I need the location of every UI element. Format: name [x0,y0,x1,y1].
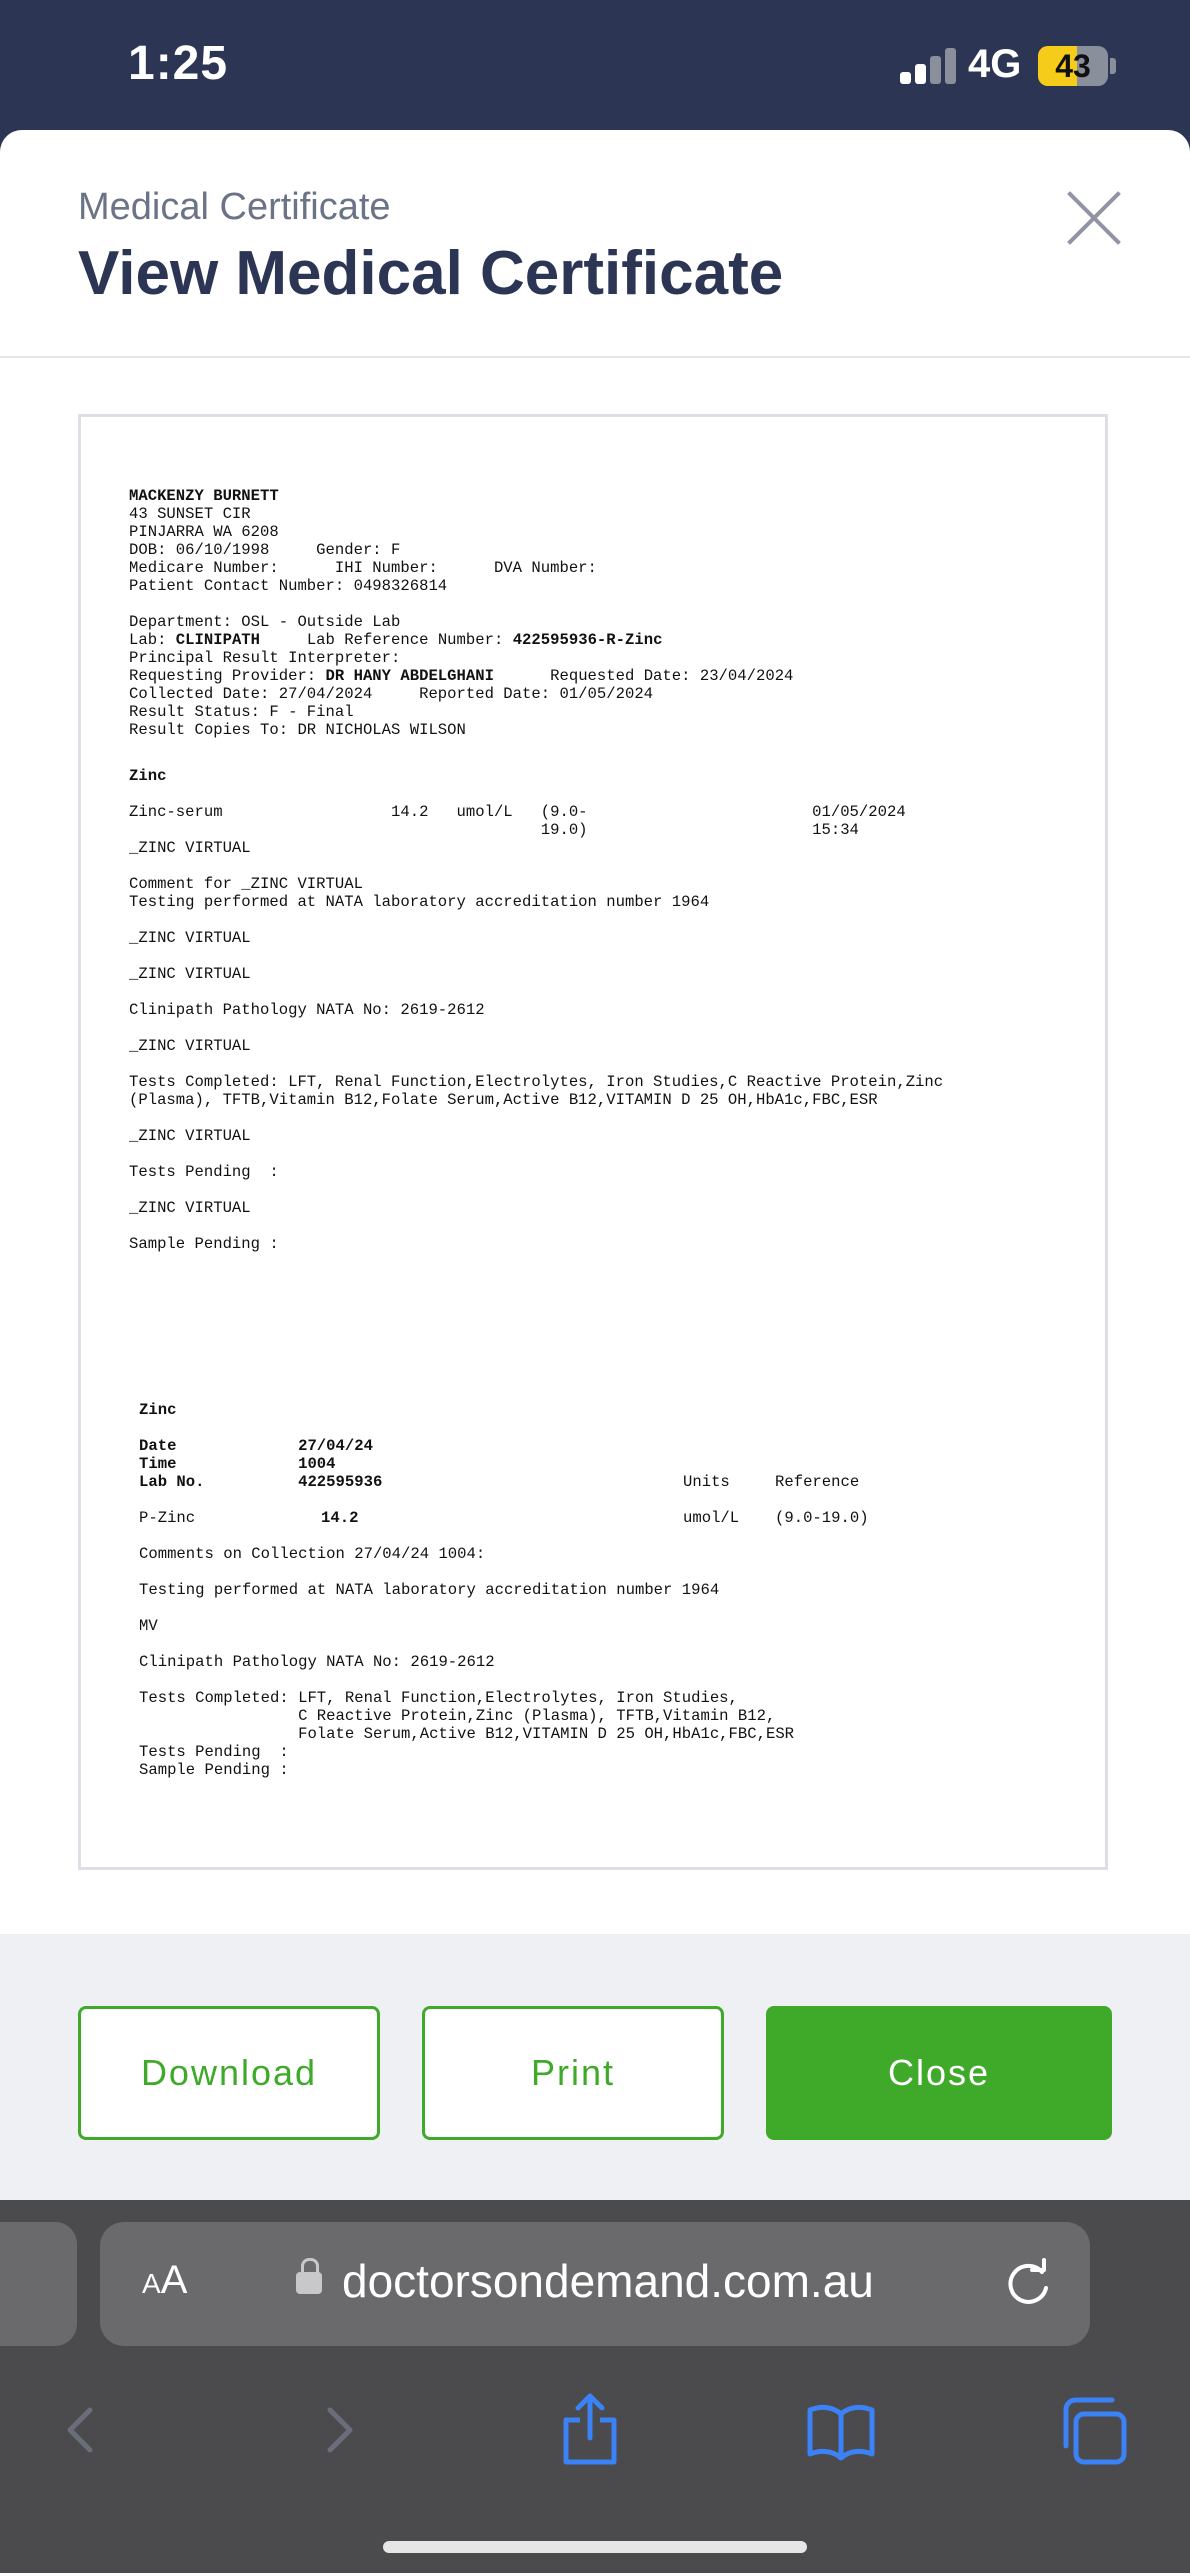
close-button[interactable]: Close [766,2006,1112,2140]
url-text: doctorsondemand.com.au [342,2255,874,2307]
back-icon[interactable] [60,2390,100,2470]
patient-block: MACKENZY BURNETT 43 SUNSET CIR PINJARRA WA 6208 DOB: 06/10/1998 Gender: F Medicare Number: IHI Number: DVA Number: Patient Contact Number: 0498326814 [129,487,597,595]
signal-icon [900,48,960,84]
report-heading: Zinc [139,1401,177,1419]
reference-header: Reference [775,1473,860,1491]
reload-icon[interactable] [1002,2258,1054,2310]
status-time: 1:25 [128,37,229,90]
bookmarks-icon[interactable] [806,2390,876,2470]
result-heading: Zinc [129,767,167,785]
home-indicator [383,2541,807,2553]
report-comments: Comments on Collection 27/04/24 1004: Testing performed at NATA laboratory accreditation number 1964 MV Clinipath Pathology NATA No: 2619-2612 Tests Completed: LFT, Renal Function,Electrolytes, Iron Studies, C Reactive Protein,Zinc (Plasma), TFTB,Vitamin B12, Folate Serum,Active B12,VITAMIN D 25 OH,HbA1c,FBC,ESR Tests Pending : Sample Pending : [139,1545,795,1779]
previous-tab[interactable] [0,2222,77,2346]
units-header: Units [683,1473,730,1491]
forward-icon[interactable] [320,2390,360,2470]
tabs-icon[interactable] [1060,2390,1130,2470]
report-section: Zinc Date 27/04/24 Time 1004 Lab No. 422595936 [139,1401,383,1491]
modal-title: View Medical Certificate [78,239,784,308]
battery-icon [1038,46,1108,86]
network-type: 4G [968,42,1022,86]
battery-level: 43 [1055,48,1091,84]
requesting-provider: DR HANY ABDELGHANI [325,667,494,685]
result-section: Zinc Zinc-serum 14.2 umol/L (9.0- 01/05/2024 19.0) 15:34 _ZINC VIRTUAL Comment for _ZINC VIRTUAL Testing performed at NATA laboratory accreditation number 1964 _ZINC VIRTUAL _ZINC VIRTUAL Clinipath Pathology NATA No: 2619-2612 _ZINC VIRTUAL Tests Completed: LFT, Renal Function,Electrolytes, Iron Studies,C Reactive Protein,Zinc (Plasma), TFTB,Vitamin B12,Folate Serum,Active B12,VITAMIN D 25 OH,HbA1c,FBC,ESR _ZINC VIRTUAL Tests Pending : _ZINC VIRTUAL Sample Pending : [129,767,944,1253]
pzinc-units: umol/L [683,1509,740,1527]
close-icon[interactable] [1062,186,1126,250]
print-button[interactable]: Print [422,2006,724,2140]
pzinc-value: 14.2 [321,1509,359,1527]
patient-name: MACKENZY BURNETT [129,487,279,505]
modal-footer [0,1934,1190,2200]
text-size-button[interactable]: AA [142,2258,188,2302]
lab-block: Department: OSL - Outside Lab Lab: CLINIPATH Lab Reference Number: 422595936-R-Zinc Principal Result Interpreter: Requesting Provider: DR HANY ABDELGHANI Requested Date: 23/04/2024 Collected Date: 27/04/2024 Reported Date: 01/05/2024 Result Status: F - Final Result Copies To: DR NICHOLAS WILSON [129,613,794,739]
address-bar[interactable] [100,2222,1090,2346]
modal-subtitle: Medical Certificate [78,186,391,228]
certificate-document [78,414,1108,1870]
status-bar [0,0,1190,132]
lab-reference: 422595936-R-Zinc [512,631,663,649]
browser-toolbar [0,2200,1190,2573]
download-button[interactable]: Download [78,2006,380,2140]
pzinc-label: P-Zinc [139,1509,196,1527]
lock-icon [296,2272,322,2294]
pzinc-reference: (9.0-19.0) [775,1509,869,1527]
zinc-serum-row: Zinc-serum 14.2 umol/L (9.0- 01/05/2024 [129,803,906,821]
share-icon[interactable] [560,2390,620,2470]
certificate-modal [0,130,1190,2200]
modal-header [0,130,1190,358]
